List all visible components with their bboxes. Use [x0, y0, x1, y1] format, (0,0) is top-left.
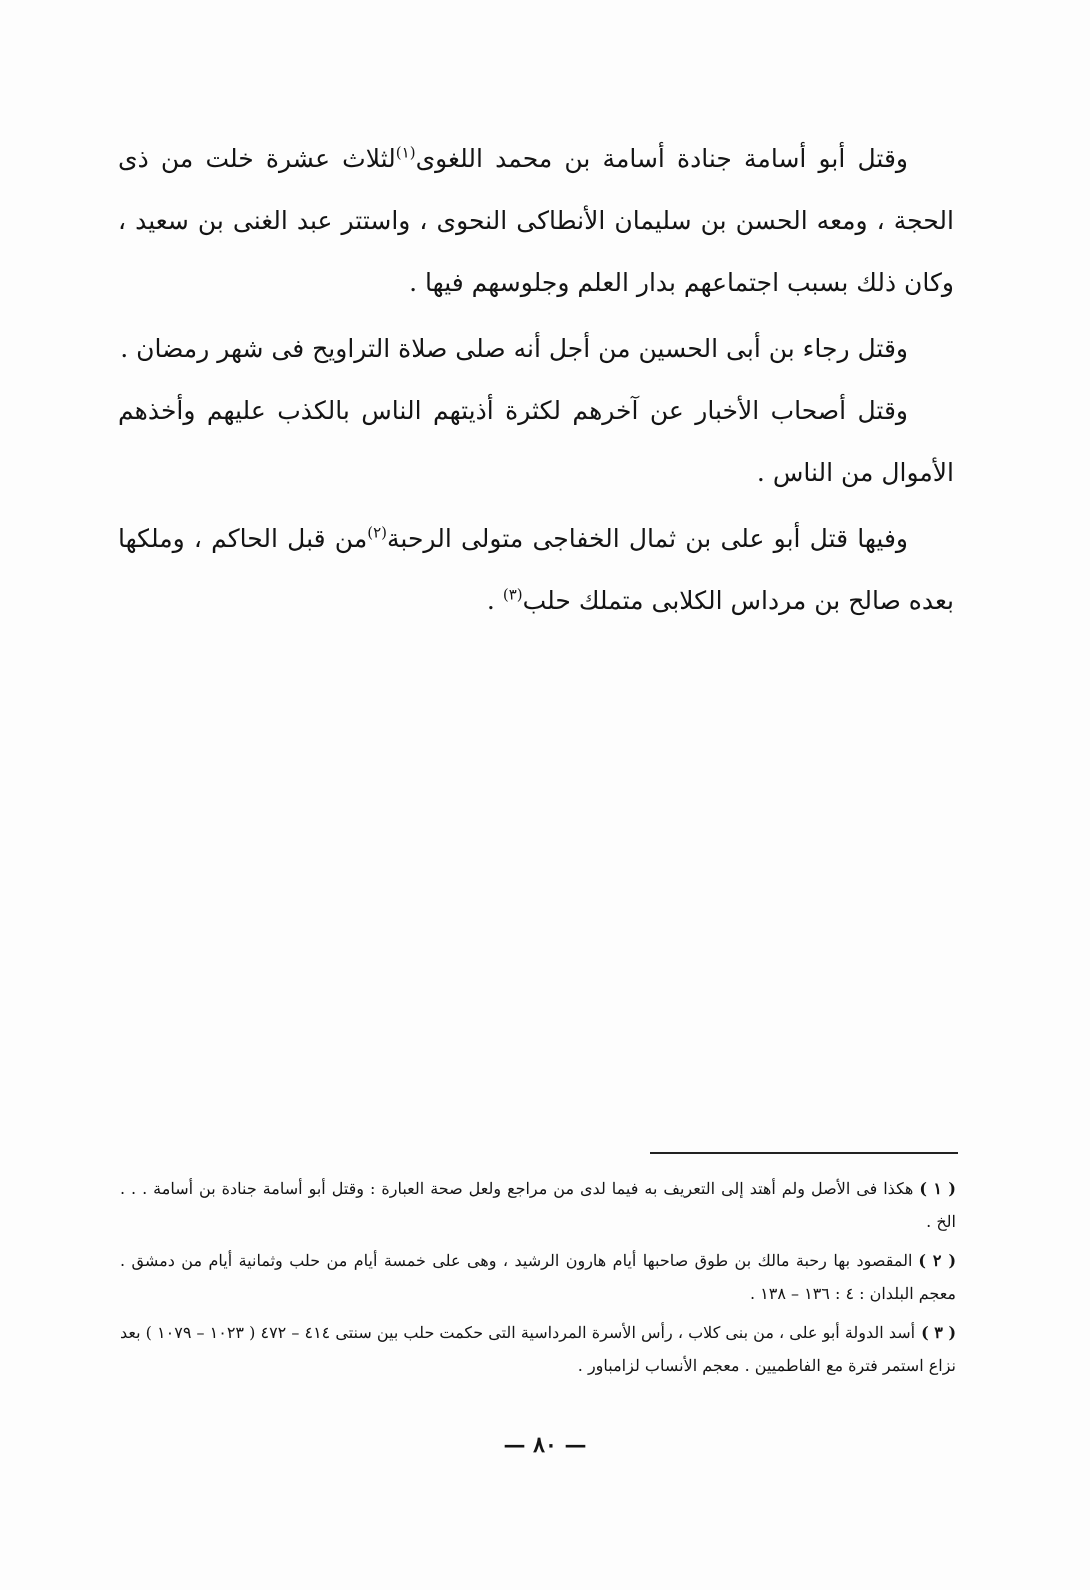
footnote-2-number: ( ٢ ): [918, 1251, 957, 1270]
paragraph-4-part-2: من قبل الحاكم ، وملكها بعده صالح بن مرداس الكلابى متملك حلب: [118, 524, 954, 615]
footnote-ref-2[interactable]: (٢): [367, 523, 387, 542]
footnote-1-number: ( ١ ): [919, 1179, 956, 1198]
footnote-separator: [650, 1152, 958, 1154]
footnote-ref-1[interactable]: (١): [395, 143, 416, 162]
footnote-2-text: المقصود بها رحبة مالك بن طوق صاحبها أيام هارون الرشيد ، وهى على خمسة أيام من حلب وثمانية أيام من دمشق . معجم البلدان : ٤ : ١٣٦ – ١٣٨ .: [120, 1251, 956, 1303]
footnote-3-text: أسد الدولة أبو على ، من بنى كلاب ، رأس الأسرة المرداسية التى حكمت حلب بين سنتى ٤١٤ – ٤٧٢ ( ١٠٢٣ – ١٠٧٩ ) بعد نزاع استمر فترة مع الفاطميين . معجم الأنساب لزامباور .: [120, 1323, 956, 1375]
page-number: — ٨٠ —: [503, 1432, 587, 1458]
footnote-3-number: ( ٣ ): [921, 1323, 957, 1342]
footnote-2: [120, 1244, 956, 1310]
paragraph-3: وقتل أصحاب الأخبار عن آخرهم لكثرة أذيتهم الناس بالكذب عليهم وأخذهم الأموال من الناس .: [118, 396, 954, 487]
footnote-1: [120, 1172, 956, 1238]
main-text: [118, 128, 954, 632]
footnotes: [120, 1172, 956, 1388]
footnote-3: [120, 1316, 956, 1382]
paragraph-2: وقتل رجاء بن أبى الحسين من أجل أنه صلى صلاة التراويح فى شهر رمضان .: [120, 334, 908, 363]
footnote-1-text: هكذا فى الأصل ولم أهتد إلى التعريف به فيما لدى من مراجع ولعل صحة العبارة : وقتل أبو أسامة جنادة بن أسامة . . . الخ .: [120, 1179, 956, 1231]
paragraph-1-part-2: لثلاث عشرة خلت من ذى الحجة ، ومعه الحسن بن سليمان الأنطاكى النحوى ، واستتر عبد الغنى بن سعيد ، وكان ذلك بسبب اجتماعهم بدار العلم وجلوسهم فيها .: [118, 144, 955, 297]
footnote-ref-3[interactable]: (٣): [502, 585, 523, 604]
paragraph-1: [118, 128, 954, 314]
paragraph-1-part-1: وقتل أبو أسامة جنادة أسامة بن محمد اللغوى: [415, 144, 908, 173]
paragraph-4-part-1: وفيها قتل أبو على بن ثمال الخفاجى متولى الرحبة: [387, 524, 908, 553]
paragraph-4-part-3: .: [486, 586, 503, 615]
paragraph-4: [118, 508, 954, 632]
